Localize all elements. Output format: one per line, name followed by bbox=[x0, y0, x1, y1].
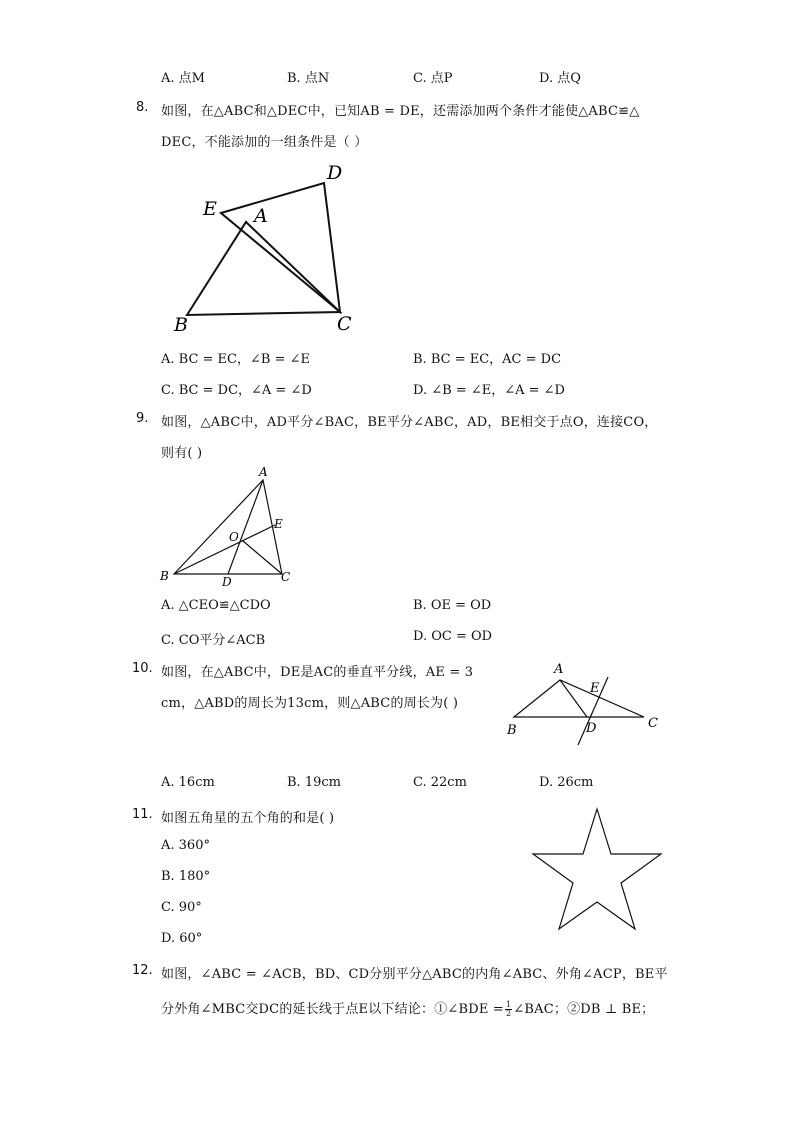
q12-stem-line1: 如图，∠ABC = ∠ACB，BD、CD分别平分△ABC的内角∠ABC、外角∠ACP，BE平 bbox=[161, 967, 668, 982]
q12-stem-line2-end: ∠BAC；②DB ⊥ BE； bbox=[513, 1002, 655, 1017]
q10-option-d: D. 26cm bbox=[539, 775, 594, 790]
q11-stem: 如图五角星的五个角的和是( ) bbox=[161, 811, 335, 826]
q8-triangle-abc bbox=[187, 222, 340, 315]
q10-label-b: B bbox=[507, 723, 517, 738]
q11-star-shape bbox=[533, 809, 661, 929]
q8-option-a: A. BC = EC，∠B = ∠E bbox=[161, 352, 310, 367]
q9-option-b: B. OE = OD bbox=[413, 598, 492, 613]
q9-label-e: E bbox=[274, 517, 283, 531]
q9-option-c: C. CO平分∠ACB bbox=[161, 633, 266, 648]
q12-fraction-denominator: 2 bbox=[506, 1009, 512, 1018]
q9-label-o: O bbox=[229, 530, 239, 544]
q10-stem-line2: cm，△ABD的周长为13cm，则△ABC的周长为( ) bbox=[161, 696, 459, 711]
q10-label-e: E bbox=[590, 681, 600, 696]
q11-option-a: A. 360° bbox=[161, 838, 210, 853]
q8-label-b: B bbox=[174, 314, 188, 336]
q12-number: 12. bbox=[132, 963, 153, 978]
q7-option-b: B. 点N bbox=[287, 71, 330, 86]
q12-stem-line2-start: 分外角∠MBC交DC的延长线于点E以下结论：①∠BDE = bbox=[161, 1002, 504, 1017]
q10-option-c: C. 22cm bbox=[413, 775, 467, 790]
q9-label-c: C bbox=[281, 570, 291, 584]
q12-stem-line2 bbox=[161, 998, 654, 1018]
q9-line-ad bbox=[228, 480, 263, 574]
q8-label-c: C bbox=[337, 313, 352, 335]
q9-figure-lines bbox=[174, 480, 282, 574]
q9-figure bbox=[155, 462, 305, 592]
q8-option-c: C. BC = DC，∠A = ∠D bbox=[161, 383, 312, 398]
q9-option-d: D. OC = OD bbox=[413, 629, 493, 644]
q10-stem-line1: 如图，在△ABC中，DE是AC的垂直平分线，AE = 3 bbox=[161, 665, 474, 680]
q10-label-c: C bbox=[648, 716, 658, 731]
q9-stem-line1: 如图，△ABC中，AD平分∠BAC，BE平分∠ABC，AD，BE相交于点O，连接CO， bbox=[161, 415, 658, 430]
q7-option-a: A. 点M bbox=[161, 71, 205, 86]
q8-number: 8. bbox=[136, 100, 149, 115]
q8-option-b: B. BC = EC，AC = DC bbox=[413, 352, 562, 367]
q10-number: 10. bbox=[132, 661, 153, 676]
q10-label-d: D bbox=[586, 721, 597, 736]
q8-figure bbox=[165, 155, 365, 340]
q9-stem-line2: 则有( ) bbox=[161, 446, 203, 461]
q11-number: 11. bbox=[132, 807, 153, 822]
q11-option-b: B. 180° bbox=[161, 869, 211, 884]
q9-label-a: A bbox=[259, 465, 268, 479]
q10-figure bbox=[500, 655, 670, 750]
q8-option-d: D. ∠B = ∠E，∠A = ∠D bbox=[413, 383, 565, 398]
q10-figure-lines bbox=[514, 677, 644, 745]
q10-option-a: A. 16cm bbox=[161, 775, 215, 790]
q8-label-d: D bbox=[327, 162, 343, 184]
q11-option-d: D. 60° bbox=[161, 931, 203, 946]
q11-option-c: C. 90° bbox=[161, 900, 202, 915]
q9-label-b: B bbox=[160, 569, 169, 583]
q9-line-be bbox=[174, 525, 275, 574]
q8-label-a: A bbox=[254, 205, 268, 227]
q7-option-d: D. 点Q bbox=[539, 71, 581, 86]
q10-triangle-abc bbox=[514, 680, 644, 717]
q9-number: 9. bbox=[136, 411, 149, 426]
q12-fraction bbox=[505, 1001, 512, 1018]
q7-option-c: C. 点P bbox=[413, 71, 453, 86]
q12-fraction-numerator: 1 bbox=[506, 1000, 512, 1009]
q8-label-e: E bbox=[203, 198, 217, 220]
q9-label-d: D bbox=[222, 575, 232, 589]
q9-option-a: A. △CEO≌△CDO bbox=[161, 598, 271, 613]
q11-star-figure bbox=[525, 803, 670, 938]
q10-label-a: A bbox=[554, 662, 564, 677]
q8-stem-line1: 如图，在△ABC和△DEC中，已知AB = DE，还需添加两个条件才能使△ABC≌△ bbox=[161, 104, 640, 119]
q10-option-b: B. 19cm bbox=[287, 775, 341, 790]
q8-triangle-dec bbox=[221, 183, 340, 312]
q8-stem-line2: DEC，不能添加的一组条件是（ ） bbox=[161, 135, 368, 150]
